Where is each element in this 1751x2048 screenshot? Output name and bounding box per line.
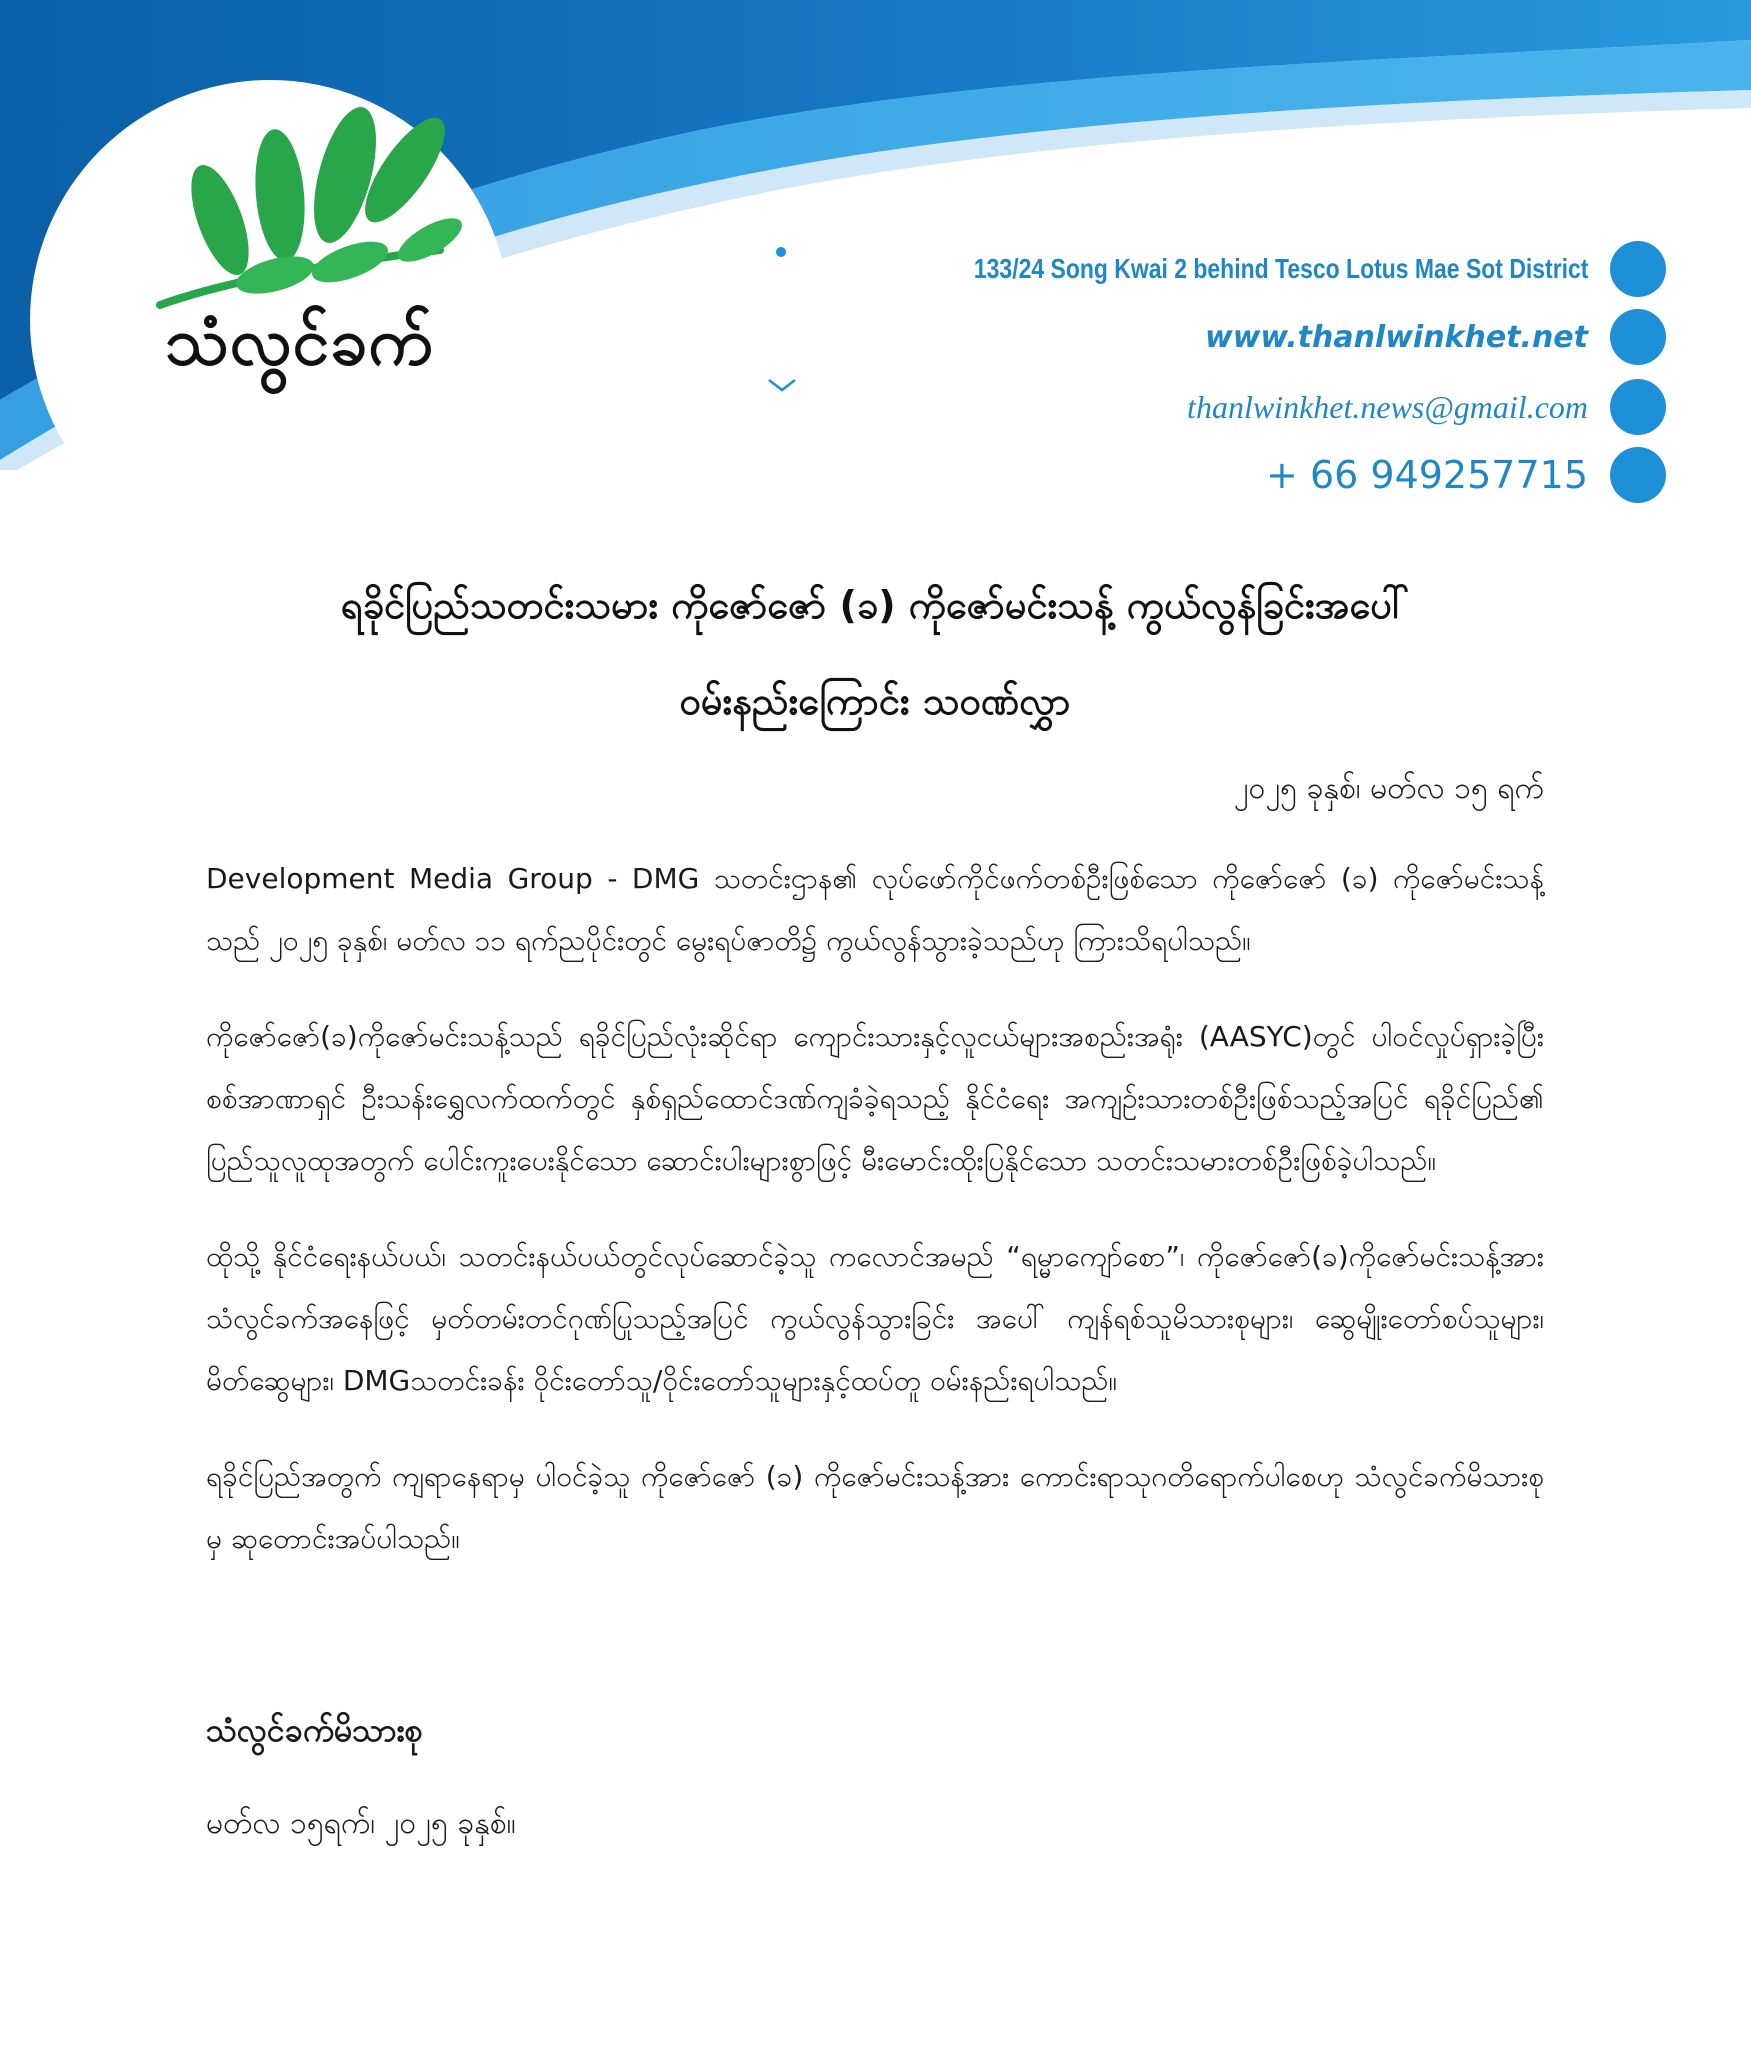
paragraph-4: ရခိုင်ပြည်အတွက် ကျရာနေရာမှ ပါဝင်ခဲ့သူ ကိုဇော်ဇော် (ခ) ကိုဇော်မင်းသန့်အား ကောင်းရာသုဂတိရောက်ပါစေဟု သံလွင်ခက်မိသားစုမှ ဆုတောင်းအပ်ပါသည်။ xyxy=(206,1460,1544,1555)
contact-email xyxy=(766,376,1666,438)
email-link[interactable]: thanlwinkhet.news@gmail.com xyxy=(1187,388,1588,425)
letter-date: ၂၀၂၅ ခုနှစ်၊ မတ်လ ၁၅ ရက် xyxy=(1233,771,1544,806)
paragraph-3: ထိုသို့ နိုင်ငံရေးနယ်ပယ်၊ သတင်းနယ်ပယ်တွင်လုပ်ဆောင်ခဲ့သူ ကလောင်အမည် “ရမ္မာကျော်စော”၊ ကိုဇော်ဇော်(ခ)ကိုဇော်မင်းသန့်အား သံလွင်ခက်အနေဖြင့် မှတ်တမ်းတင်ဂုဏ်ပြုသည့်အပြင် ကွယ်လွန်သွားခြင်း အပေါ် ကျန်ရစ်သူမိသားစုများ၊ ဆွေမျိုးတော်စပ်သူများ၊ မိတ်ဆွေများ၊ DMGသတင်းခန်း ဝိုင်းတော်သူ/ဝိုင်းတော်သူများနှင့်ထပ်တူ ဝမ်းနည်းရပါသည်။ xyxy=(206,1240,1544,1397)
website-link[interactable]: www.thanlwinkhet.net xyxy=(1205,319,1588,355)
leaf-logo-icon xyxy=(150,100,480,330)
phone-icon xyxy=(1610,447,1666,503)
letterhead xyxy=(0,0,1751,540)
globe-icon xyxy=(1610,309,1666,365)
footer-date: မတ်လ ၁၅ရက်၊ ၂၀၂၅ ခုနှစ်။ xyxy=(206,1806,516,1841)
org-logo-text: သံလွင်ခက် xyxy=(165,303,434,380)
envelope-icon xyxy=(1610,379,1666,435)
phone-number[interactable]: + 66 949257715 xyxy=(1266,453,1588,497)
address-text: 133/24 Song Kwai 2 behind Tesco Lotus Mae Sot District xyxy=(973,253,1588,284)
letter-title-line-1: ရခိုင်ပြည်သတင်းသမား ကိုဇော်ဇော် (ခ) ကိုဇော်မင်းသန့် ကွယ်လွန်ခြင်းအပေါ် xyxy=(340,583,1410,627)
letter-body xyxy=(206,560,1544,1854)
location-pin-icon xyxy=(1610,241,1666,297)
contact-phone xyxy=(766,444,1666,506)
letter-title-line-2: ဝမ်းနည်းကြောင်း သဝဏ်လွှာ xyxy=(679,679,1071,723)
contact-address xyxy=(766,238,1666,300)
contact-website xyxy=(766,306,1666,368)
signature: သံလွင်ခက်မိသားစု xyxy=(206,1711,423,1749)
paragraph-2: ကိုဇော်ဇော်(ခ)ကိုဇော်မင်းသန့်သည် ရခိုင်ပြည်လုံးဆိုင်ရာ ကျောင်းသားနှင့်လူငယ်များအစည်းအရုံး (AASYC)တွင် ပါဝင်လှုပ်ရှားခဲ့ပြီး စစ်အာဏာရှင် ဦးသန်းရွှေလက်ထက်တွင် နှစ်ရှည်ထောင်ဒဏ်ကျခံခဲ့ရသည့် နိုင်ငံရေး အကျဉ်းသားတစ်ဦးဖြစ်သည့်အပြင် ရခိုင်ပြည်၏ ပြည်သူလူထုအတွက် ပေါင်းကူးပေးနိုင်သော ဆောင်းပါးများစွာဖြင့် မီးမောင်းထိုးပြနိုင်သော သတင်းသမားတစ်ဦးဖြစ်ခဲ့ပါသည်။ xyxy=(206,1020,1544,1177)
paragraph-1: Development Media Group - DMG သတင်းဌာန၏ လုပ်ဖော်ကိုင်ဖက်တစ်ဦးဖြစ်သော ကိုဇော်ဇော် (ခ) ကိုဇော်မင်းသန့်သည် ၂၀၂၅ ခုနှစ်၊ မတ်လ ၁၁ ရက်ညပိုင်းတွင် မွေးရပ်ဇာတိ၌ ကွယ်လွန်သွားခဲ့သည်ဟု ကြားသိရပါသည်။ xyxy=(206,862,1544,957)
